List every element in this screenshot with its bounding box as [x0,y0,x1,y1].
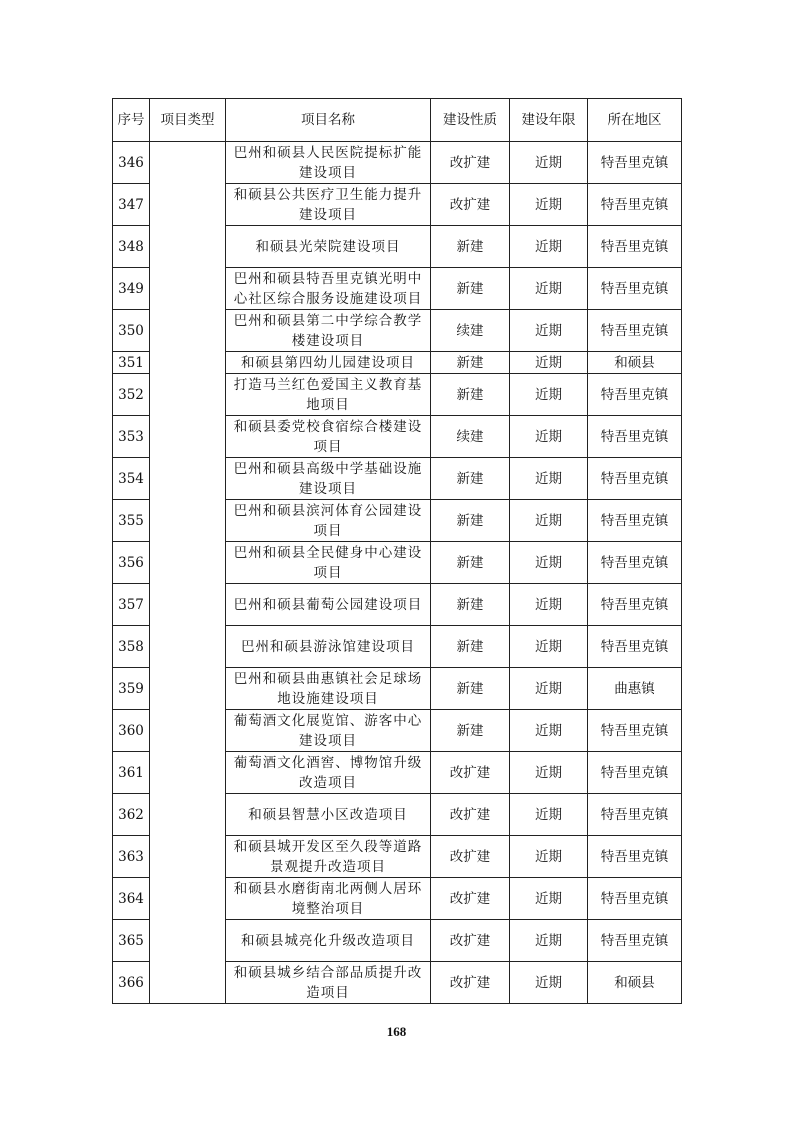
project-table [112,98,682,1004]
cell-seq: 366 [113,962,150,1004]
cell-seq: 352 [113,374,150,416]
cell-region: 和硕县 [588,962,682,1004]
cell-region: 特吾里克镇 [588,268,682,310]
cell-period: 近期 [510,184,588,226]
cell-region: 特吾里克镇 [588,374,682,416]
cell-nature: 续建 [431,416,510,458]
cell-seq: 355 [113,500,150,542]
cell-project-name: 葡萄酒文化展览馆、游客中心建设项目 [226,710,431,752]
cell-nature: 改扩建 [431,962,510,1004]
header-seq: 序号 [113,99,150,142]
cell-project-name: 和硕县光荣院建设项目 [226,226,431,268]
cell-region: 特吾里克镇 [588,542,682,584]
cell-seq: 363 [113,836,150,878]
cell-seq: 359 [113,668,150,710]
cell-period: 近期 [510,374,588,416]
cell-region: 特吾里克镇 [588,458,682,500]
cell-nature: 新建 [431,226,510,268]
cell-region: 和硕县 [588,352,682,374]
header-type: 项目类型 [150,99,226,142]
cell-region: 特吾里克镇 [588,920,682,962]
cell-region: 特吾里克镇 [588,626,682,668]
cell-period: 近期 [510,226,588,268]
cell-seq: 364 [113,878,150,920]
cell-project-name: 和硕县城亮化升级改造项目 [226,920,431,962]
cell-project-name: 打造马兰红色爱国主义教育基地项目 [226,374,431,416]
cell-project-name: 和硕县第四幼儿园建设项目 [226,352,431,374]
cell-seq: 346 [113,142,150,184]
cell-nature: 改扩建 [431,752,510,794]
cell-region: 曲惠镇 [588,668,682,710]
cell-period: 近期 [510,500,588,542]
cell-period: 近期 [510,752,588,794]
cell-nature: 新建 [431,584,510,626]
cell-region: 特吾里克镇 [588,878,682,920]
page-number: 168 [386,1024,407,1039]
cell-region: 特吾里克镇 [588,184,682,226]
cell-project-name: 和硕县城乡结合部品质提升改造项目 [226,962,431,1004]
cell-project-name: 巴州和硕县第二中学综合教学楼建设项目 [226,310,431,352]
cell-nature: 新建 [431,374,510,416]
cell-seq: 360 [113,710,150,752]
cell-seq: 365 [113,920,150,962]
cell-period: 近期 [510,920,588,962]
cell-project-name: 巴州和硕县葡萄公园建设项目 [226,584,431,626]
header-name: 项目名称 [226,99,431,142]
cell-period: 近期 [510,584,588,626]
cell-period: 近期 [510,542,588,584]
cell-nature: 改扩建 [431,184,510,226]
cell-nature: 新建 [431,668,510,710]
table-header-row [113,99,682,142]
cell-project-name: 和硕县城开发区至久段等道路景观提升改造项目 [226,836,431,878]
cell-nature: 改扩建 [431,920,510,962]
cell-project-name: 和硕县委党校食宿综合楼建设项目 [226,416,431,458]
cell-region: 特吾里克镇 [588,142,682,184]
cell-project-name: 巴州和硕县全民健身中心建设项目 [226,542,431,584]
table-row [113,142,682,184]
cell-region: 特吾里克镇 [588,836,682,878]
table-body [113,142,682,1004]
header-region: 所在地区 [588,99,682,142]
cell-period: 近期 [510,794,588,836]
cell-nature: 新建 [431,542,510,584]
cell-period: 近期 [510,310,588,352]
cell-region: 特吾里克镇 [588,752,682,794]
cell-project-name: 和硕县水磨街南北两侧人居环境整治项目 [226,878,431,920]
cell-nature: 新建 [431,710,510,752]
cell-period: 近期 [510,142,588,184]
cell-region: 特吾里克镇 [588,310,682,352]
cell-seq: 350 [113,310,150,352]
cell-project-name: 巴州和硕县游泳馆建设项目 [226,626,431,668]
cell-project-name: 巴州和硕县高级中学基础设施建设项目 [226,458,431,500]
cell-period: 近期 [510,626,588,668]
cell-seq: 361 [113,752,150,794]
cell-period: 近期 [510,710,588,752]
cell-period: 近期 [510,416,588,458]
cell-region: 特吾里克镇 [588,500,682,542]
cell-seq: 349 [113,268,150,310]
cell-region: 特吾里克镇 [588,416,682,458]
cell-nature: 续建 [431,310,510,352]
header-nature: 建设性质 [431,99,510,142]
cell-nature: 新建 [431,268,510,310]
cell-project-name: 和硕县公共医疗卫生能力提升建设项目 [226,184,431,226]
cell-region: 特吾里克镇 [588,226,682,268]
cell-region: 特吾里克镇 [588,584,682,626]
cell-project-name: 巴州和硕县人民医院提标扩能建设项目 [226,142,431,184]
cell-project-name: 巴州和硕县特吾里克镇光明中心社区综合服务设施建设项目 [226,268,431,310]
cell-nature: 新建 [431,352,510,374]
cell-region: 特吾里克镇 [588,710,682,752]
cell-period: 近期 [510,268,588,310]
cell-nature: 改扩建 [431,794,510,836]
cell-project-name: 巴州和硕县滨河体育公园建设项目 [226,500,431,542]
cell-seq: 348 [113,226,150,268]
cell-period: 近期 [510,878,588,920]
cell-project-name: 巴州和硕县曲惠镇社会足球场地设施建设项目 [226,668,431,710]
cell-project-name: 和硕县智慧小区改造项目 [226,794,431,836]
cell-nature: 新建 [431,500,510,542]
cell-seq: 347 [113,184,150,226]
cell-period: 近期 [510,668,588,710]
cell-nature: 改扩建 [431,878,510,920]
cell-seq: 356 [113,542,150,584]
cell-period: 近期 [510,458,588,500]
cell-seq: 354 [113,458,150,500]
cell-seq: 353 [113,416,150,458]
cell-region: 特吾里克镇 [588,794,682,836]
cell-period: 近期 [510,352,588,374]
cell-seq: 358 [113,626,150,668]
cell-nature: 改扩建 [431,836,510,878]
cell-period: 近期 [510,836,588,878]
cell-nature: 新建 [431,626,510,668]
cell-type-merged [150,142,226,1004]
cell-period: 近期 [510,962,588,1004]
cell-nature: 改扩建 [431,142,510,184]
cell-seq: 357 [113,584,150,626]
cell-seq: 351 [113,352,150,374]
header-period: 建设年限 [510,99,588,142]
cell-project-name: 葡萄酒文化酒窖、博物馆升级改造项目 [226,752,431,794]
cell-nature: 新建 [431,458,510,500]
cell-seq: 362 [113,794,150,836]
